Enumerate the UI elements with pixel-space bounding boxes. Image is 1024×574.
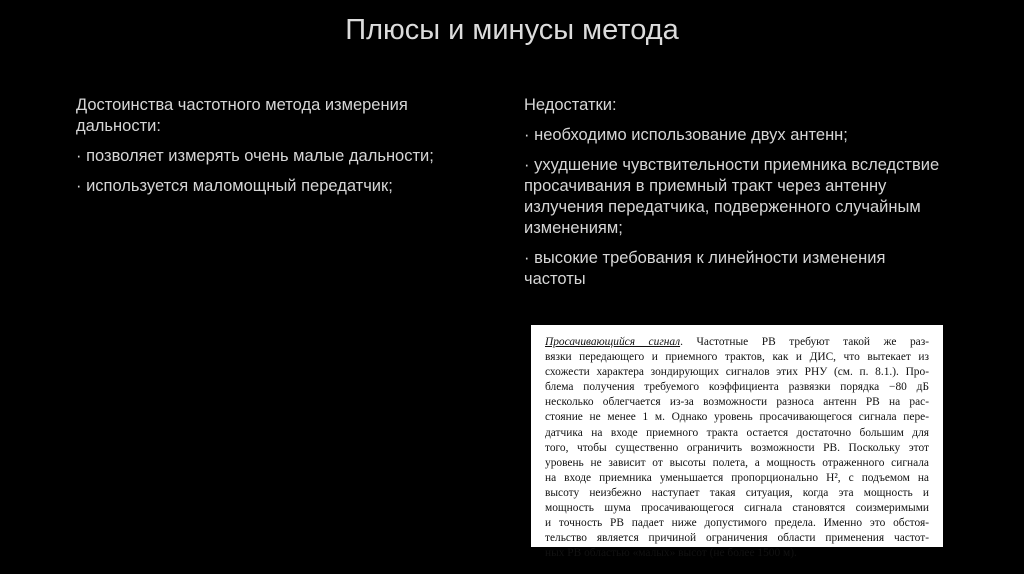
textbook-excerpt-image [531,325,943,560]
advantage-item: · используется маломощный передатчик; [76,177,393,195]
excerpt-term: Просачивающийся сигнал [545,336,681,348]
excerpt-line: блема получения требуемого коэффициента развязки порядка −80 дБ [545,381,929,394]
disadvantage-item: · ухудшение чувствительности приемника вследствие просачивания в приемный тракт через антенну излучения передатчика, подверженного случайным изменениям; [524,156,940,237]
excerpt-line: несколько облегчается из-за возможности разноса антенн РВ на рас- [545,396,929,409]
disadvantage-item: · высокие требования к линейности изменения частоты [524,249,886,288]
excerpt-line: вязки передающего и приемного трактов, как и ДИС, что вытекает из [545,351,929,364]
excerpt-line: и точность РВ падает ниже допустимого предела. Именно это обстоя- [545,517,929,530]
excerpt-line: того, чтобы существенно ограничить возможности РВ. Поскольку этот [545,441,929,454]
advantages-heading: Достоинства частотного метода измерения дальности: [76,96,408,135]
excerpt-line: стояние не менее 1 м. Однако уровень просачивающегося сигнала пере- [545,411,929,424]
excerpt-line: мощность шума просачивающегося сигнала становятся соизмеримыми [545,502,929,515]
excerpt-line: высоту неизбежно наступает такая ситуация, когда эта мощность и [545,486,929,499]
excerpt-line: тельство является причиной ограничения области применения частот- [545,532,929,545]
excerpt-line: Просачивающийся сигнал. Частотные РВ требуют такой же раз- [545,336,929,348]
advantages-column [76,95,476,206]
excerpt-line: схожести характера зондирующих сигналов этих РНУ (см. п. 8.1.). Про- [545,366,929,379]
excerpt-line: на входе приемника уменьшается пропорционально H², с подъемом на [545,471,929,484]
slide-title: Плюсы и минусы метода [345,14,679,46]
excerpt-line: ных РВ областью «малых» высот (не более 1500 м). [545,547,797,560]
excerpt-line: уровень не зависит от высоты полета, а мощность отраженного сигнала [545,456,929,469]
disadvantages-heading: Недостатки: [524,96,617,114]
disadvantages-column [524,95,944,299]
excerpt-line: датчика на входе приемного тракта остается достаточно большим для [545,426,929,439]
advantage-item: · позволяет измерять очень малые дальности; [76,147,434,165]
disadvantage-item: · необходимо использование двух антенн; [524,126,848,144]
